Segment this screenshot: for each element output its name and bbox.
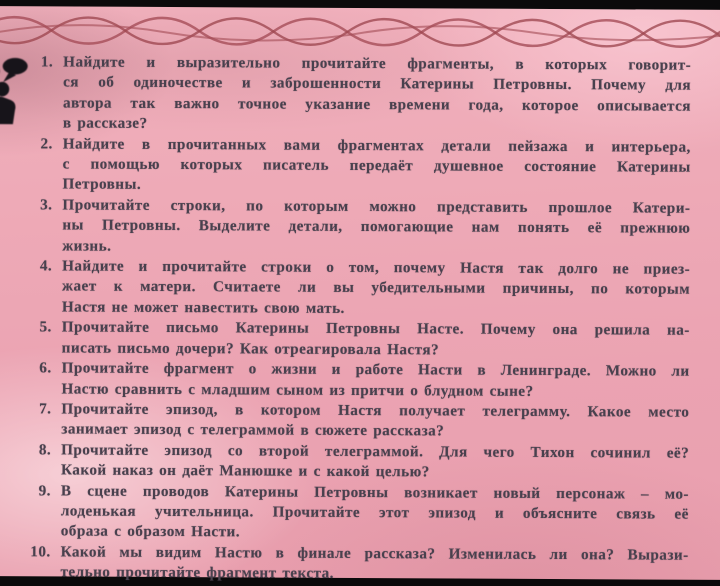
question-text-line: жает к матери. Считаете ли вы убедительными причины, по которым [61, 277, 691, 299]
question-text-line: Настю сравнить с младшим сыном из притчи о блудном сыне? [61, 379, 534, 400]
question-item [22, 256, 690, 321]
question-item [21, 358, 689, 402]
question-text [60, 542, 688, 586]
question-text-line: образа с образом Насти. [60, 522, 241, 541]
question-text-line: Прочитайте эпизод, в котором Настя получает телеграмму. Какое место [61, 400, 690, 421]
question-text-line: Найдите и прочитайте строки о том, почему Настя так долго не приез- [62, 257, 691, 278]
question-text [61, 440, 689, 484]
question-text-line: тельно прочитайте фрагмент текста. [60, 563, 334, 583]
question-text-line: автора так важно точное указание времени года, которое описывается [62, 94, 692, 115]
question-text [62, 257, 690, 322]
textbook-page [0, 6, 720, 583]
question-text [61, 359, 689, 403]
question-text-line: В сцене проводов Катерины Петровны возникает новый персонаж – мо- [60, 481, 689, 503]
question-number: 3. [40, 196, 53, 214]
question-list [20, 52, 691, 586]
question-text-line: занимает эпизод с телеграммой в сюжете рассказа? [61, 420, 445, 440]
question-text-line: Найдите и выразительно прочитайте фрагменты, в которых говорит- [63, 53, 692, 74]
question-item [23, 52, 691, 137]
question-text-line: писать письмо дочери? Как отреагировала Настя? [61, 339, 440, 359]
question-number: 4. [39, 257, 53, 275]
question-item [22, 318, 690, 362]
question-text-line: Найдите в прочитанных вами фрагментах детали пейзажа и интерьера, [62, 135, 691, 156]
question-text-line: с помощью которых писатель передаёт душевное состояние Катерины [62, 155, 691, 176]
question-number: 9. [38, 481, 52, 499]
question-number: 10. [30, 543, 51, 561]
question-number: 2. [40, 134, 53, 153]
question-item [21, 399, 689, 443]
question-text [62, 318, 690, 362]
question-item [21, 440, 689, 484]
question-text-line: Петровны. [62, 175, 142, 194]
question-text-line: лоденькая учительница. Прочитайте этот эпизод и объясните связь её [60, 502, 689, 523]
question-item [21, 481, 689, 546]
question-text-line: ны Петровны. Выделите детали, помогающие нам понять её прежнюю [62, 216, 691, 237]
question-text [62, 195, 690, 260]
question-number: 7. [39, 400, 52, 418]
question-item [23, 134, 691, 199]
question-number: 5. [39, 318, 52, 336]
question-text-line: Какой мы видим Настю в финале рассказа? Изменилась ли она? Вырази- [60, 543, 689, 564]
question-text-line: жизнь. [62, 237, 112, 255]
question-text-line: Настя не может навестить свою мать. [61, 298, 345, 317]
question-text [63, 52, 691, 137]
wave-ornament [0, 8, 720, 56]
question-text-line: Прочитайте строки, по которым можно представить прошлое Катери- [62, 196, 691, 217]
question-number: 1. [40, 53, 54, 71]
question-text [61, 399, 689, 443]
question-text-line: Прочитайте фрагмент о жизни и работе Насти в Ленинграде. Можно ли [61, 359, 690, 380]
question-item [22, 195, 690, 260]
question-text-line: в рассказе? [62, 114, 148, 133]
question-text-line: Прочитайте эпизод со второй телеграммой. Для чего Тихон сочинил её? [61, 441, 690, 462]
question-text-line: ся об одиночестве и заброшенности Катерины Петровны. Почему для [63, 73, 692, 95]
question-number: 6. [39, 359, 52, 377]
question-text-line: Прочитайте письмо Катерины Петровны Насте. Почему она решила на- [61, 318, 690, 340]
question-text [63, 134, 691, 199]
question-item [20, 542, 688, 586]
question-number: 8. [38, 441, 52, 459]
question-text-line: Какой наказ он даёт Манюшке и с какой целью? [61, 461, 430, 481]
question-text [61, 481, 689, 546]
